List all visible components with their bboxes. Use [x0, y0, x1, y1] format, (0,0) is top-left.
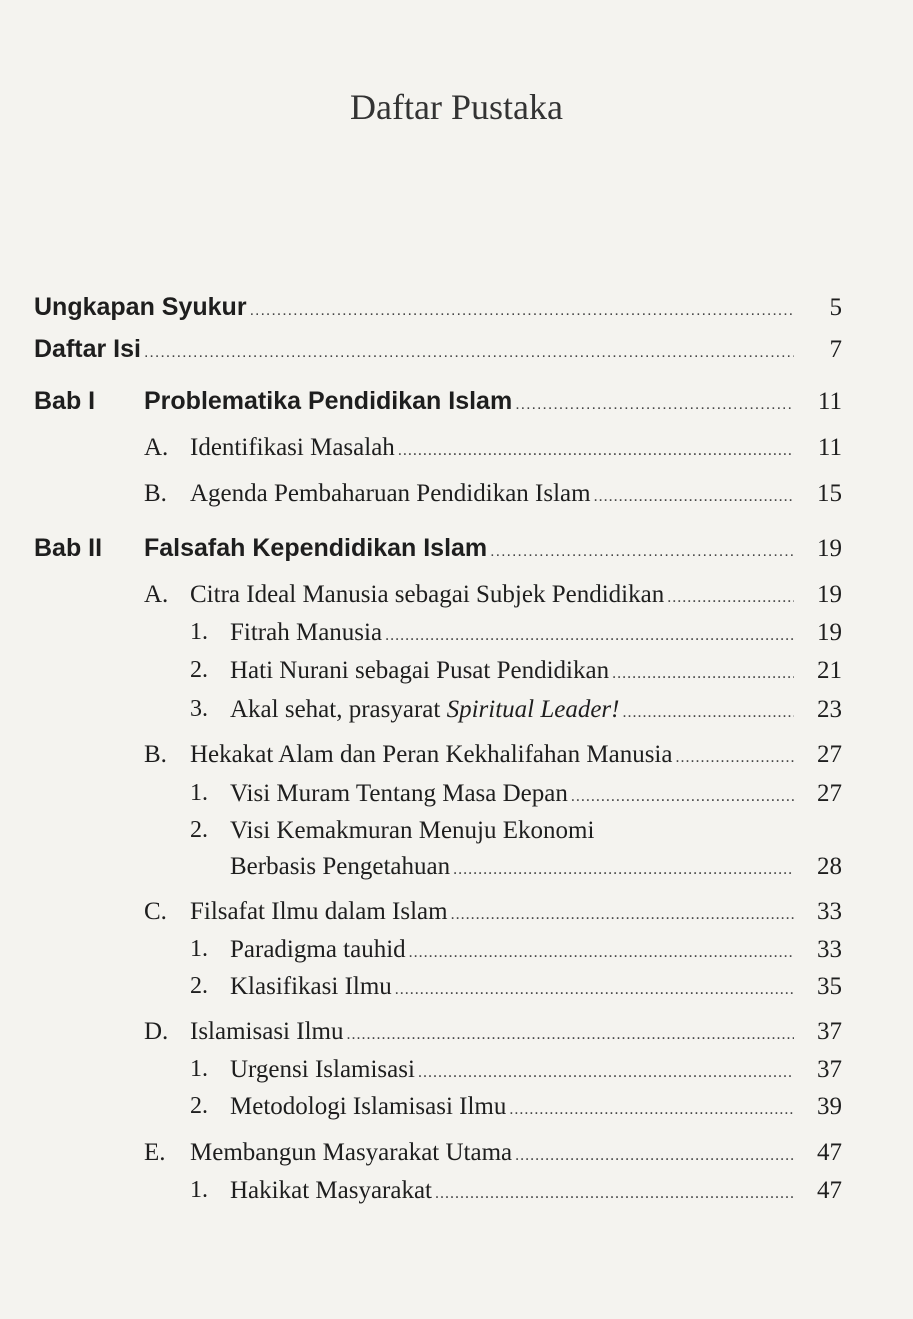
entry-label: Identifikasi Masalah	[190, 434, 395, 461]
toc-entry-citra-ideal	[190, 581, 842, 609]
item-number: 2.	[190, 657, 208, 683]
item-number: 1.	[190, 1056, 208, 1082]
item-number: 2.	[190, 973, 208, 999]
toc-entry-hakikat-masyarakat	[230, 1177, 842, 1205]
entry-page: 15	[817, 480, 842, 507]
toc-entry-identifikasi-masalah	[190, 434, 842, 462]
leader-dots	[515, 1147, 794, 1165]
item-number: 3.	[190, 696, 208, 722]
entry-page: 47	[817, 1139, 842, 1166]
chapter-mark: Bab I	[34, 387, 96, 415]
entry-page: 19	[817, 619, 842, 646]
toc-entry-membangun-masyarakat	[190, 1139, 842, 1167]
entry-page: 27	[817, 780, 842, 807]
leader-dots	[675, 749, 794, 767]
entry-page: 11	[817, 434, 842, 461]
item-number: 1.	[190, 780, 208, 806]
leader-dots	[612, 665, 794, 683]
item-number: 1.	[190, 619, 208, 645]
entry-page: 19	[817, 535, 842, 562]
entry-label: Visi Muram Tentang Masa Depan	[230, 780, 568, 807]
leader-dots	[515, 396, 794, 414]
leader-dots	[451, 906, 794, 924]
entry-page: 33	[817, 936, 842, 963]
entry-page: 5	[829, 294, 842, 321]
entry-label: Hati Nurani sebagai Pusat Pendidikan	[230, 657, 610, 684]
leader-dots	[594, 488, 794, 506]
entry-label: Klasifikasi Ilmu	[230, 973, 392, 1000]
leader-dots	[385, 627, 794, 645]
entry-page: 7	[829, 336, 842, 363]
entry-label: Ungkapan Syukur	[34, 293, 247, 321]
page-title: Daftar Pustaka	[350, 87, 563, 127]
item-number: 2.	[190, 1093, 208, 1119]
entry-page: 28	[817, 853, 842, 880]
leader-dots	[490, 543, 794, 561]
entry-label: Paradigma tauhid	[230, 936, 406, 963]
entry-page: 35	[817, 973, 842, 1000]
entry-label	[230, 696, 620, 724]
entry-page: 47	[817, 1177, 842, 1204]
entry-label: Membangun Masyarakat Utama	[190, 1139, 513, 1166]
entry-page: 21	[817, 657, 842, 684]
leader-dots	[571, 788, 794, 806]
entry-label-part: Akal sehat, prasyarat	[230, 696, 447, 723]
entry-page: 27	[817, 741, 842, 768]
entry-label: Fitrah Manusia	[230, 619, 383, 646]
section-letter: C.	[144, 898, 167, 925]
toc-entry-metodologi	[230, 1093, 842, 1121]
item-number: 2.	[190, 817, 208, 843]
leader-dots	[435, 1185, 794, 1203]
toc-entry-filsafat-ilmu	[190, 898, 842, 926]
item-number: 1.	[190, 936, 208, 962]
leader-dots	[409, 944, 794, 962]
leader-dots	[623, 704, 795, 722]
leader-dots	[453, 861, 794, 879]
entry-page: 37	[817, 1018, 842, 1045]
section-letter: A.	[144, 581, 169, 608]
entry-label: Hakikat Masyarakat	[230, 1177, 433, 1204]
entry-label: Agenda Pembaharuan Pendidikan Islam	[190, 480, 591, 507]
toc-entry-hati-nurani	[230, 657, 842, 685]
chapter-mark: Bab II	[34, 534, 103, 562]
toc-entry-agenda-pembaharuan	[190, 480, 842, 508]
leader-dots	[144, 344, 794, 362]
toc-entry-hekakat-alam	[190, 741, 842, 769]
entry-page: 39	[817, 1093, 842, 1120]
item-number: 1.	[190, 1177, 208, 1203]
toc-entry-visi-kemakmuran	[230, 853, 842, 881]
toc-entry-ungkapan-syukur	[34, 293, 842, 322]
toc-entry-bab1	[144, 387, 842, 416]
toc-entry-bab2	[144, 534, 842, 563]
entry-label: Problematika Pendidikan Islam	[144, 387, 513, 415]
toc-entry-akal-sehat	[230, 696, 842, 724]
entry-label: Citra Ideal Manusia sebagai Subjek Pendidikan	[190, 581, 665, 608]
entry-label: Berbasis Pengetahuan	[230, 853, 451, 880]
leader-dots	[250, 302, 794, 320]
entry-page: 19	[817, 581, 842, 608]
entry-page: 37	[817, 1056, 842, 1083]
section-letter: D.	[144, 1018, 169, 1045]
leader-dots	[667, 589, 794, 607]
leader-dots	[418, 1064, 794, 1082]
entry-label: Urgensi Islamisasi	[230, 1056, 415, 1083]
section-letter: E.	[144, 1139, 166, 1166]
toc-entry-urgensi-islamisasi	[230, 1056, 842, 1084]
toc-entry-paradigma-tauhid	[230, 936, 842, 964]
entry-label: Filsafat Ilmu dalam Islam	[190, 898, 448, 925]
toc-entry-visi-muram	[230, 780, 842, 808]
toc-entry-klasifikasi-ilmu	[230, 973, 842, 1001]
entry-label: Daftar Isi	[34, 335, 141, 363]
leader-dots	[346, 1026, 794, 1044]
toc-entry-islamisasi-ilmu	[190, 1018, 842, 1046]
entry-page: 11	[817, 388, 842, 415]
section-letter: B.	[144, 741, 167, 768]
section-letter: A.	[144, 434, 169, 461]
entry-page: 23	[817, 696, 842, 723]
entry-label-line1: Visi Kemakmuran Menuju Ekonomi	[230, 817, 595, 844]
leader-dots	[398, 442, 794, 460]
toc-entry-fitrah-manusia	[230, 619, 842, 647]
leader-dots	[509, 1101, 794, 1119]
leader-dots	[395, 981, 794, 999]
entry-label-italic: Spiritual Leader!	[446, 696, 620, 723]
section-letter: B.	[144, 480, 167, 507]
entry-label: Islamisasi Ilmu	[190, 1018, 344, 1045]
entry-label: Falsafah Kependidikan Islam	[144, 534, 488, 562]
entry-label: Metodologi Islamisasi Ilmu	[230, 1093, 507, 1120]
entry-page: 33	[817, 898, 842, 925]
toc-entry-daftar-isi	[34, 335, 842, 364]
entry-label: Hekakat Alam dan Peran Kekhalifahan Manusia	[190, 741, 673, 768]
